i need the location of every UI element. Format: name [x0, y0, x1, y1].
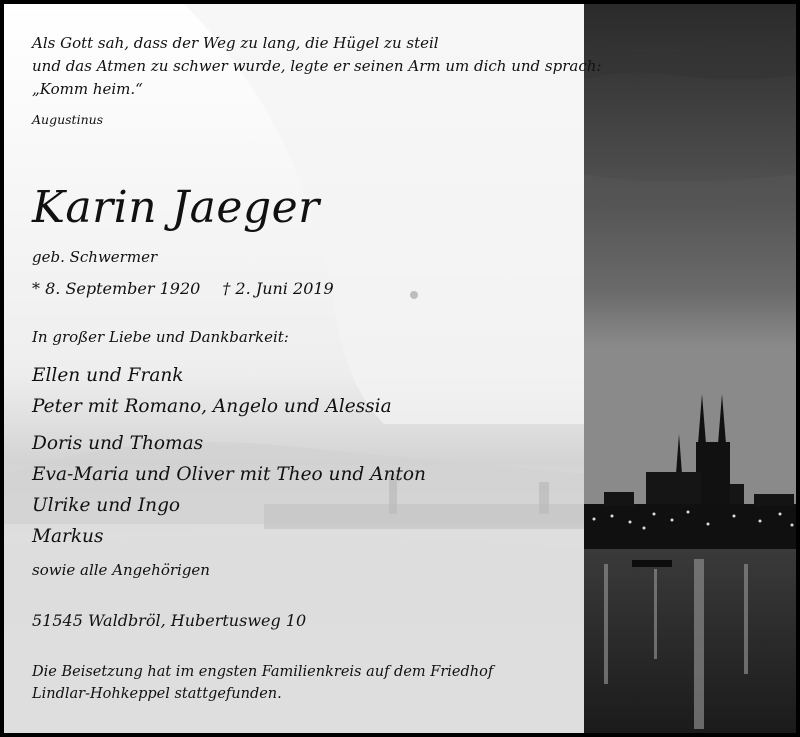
mourner-entry: Eva-Maria und Oliver mit Theo und Anton [32, 464, 426, 485]
mourners-list [32, 360, 426, 552]
mourners-intro: In großer Liebe und Dankbarkeit: [32, 328, 289, 346]
quote-text [32, 32, 601, 101]
mourner-entry: Ulrike und Ingo [32, 495, 181, 516]
family-address: 51545 Waldbröl, Hubertusweg 10 [32, 611, 307, 630]
life-dates [32, 279, 334, 298]
notice-line: Die Beisetzung hat im engsten Familienkreis auf dem Friedhof [32, 664, 494, 680]
mourner-entry: Ellen und Frank [32, 365, 184, 386]
death-date: † 2. Juni 2019 [222, 279, 334, 298]
mourner-entry: Markus [32, 526, 104, 547]
birth-date: * 8. September 1920 [32, 279, 201, 298]
mourner-entry: Peter mit Romano, Angelo und Alessia [32, 396, 392, 417]
quote-line: und das Atmen zu schwer wurde, legte er seinen Arm um dich und sprach: [32, 57, 602, 75]
funeral-notice [32, 661, 493, 705]
notice-line: Lindlar-Hohkeppel stattgefunden. [32, 686, 282, 702]
mourner-entry: Doris und Thomas [32, 433, 204, 454]
quote-line: „Komm heim.“ [32, 80, 143, 98]
quote-author: Augustinus [32, 112, 104, 127]
quote-line: Als Gott sah, dass der Weg zu lang, die Hügel zu steil [32, 34, 439, 52]
deceased-name: Karin Jaeger [32, 182, 320, 233]
cologne-cathedral-night-photo [584, 4, 800, 737]
relatives-note: sowie alle Angehörigen [32, 561, 210, 579]
maiden-name: geb. Schwermer [32, 248, 158, 266]
